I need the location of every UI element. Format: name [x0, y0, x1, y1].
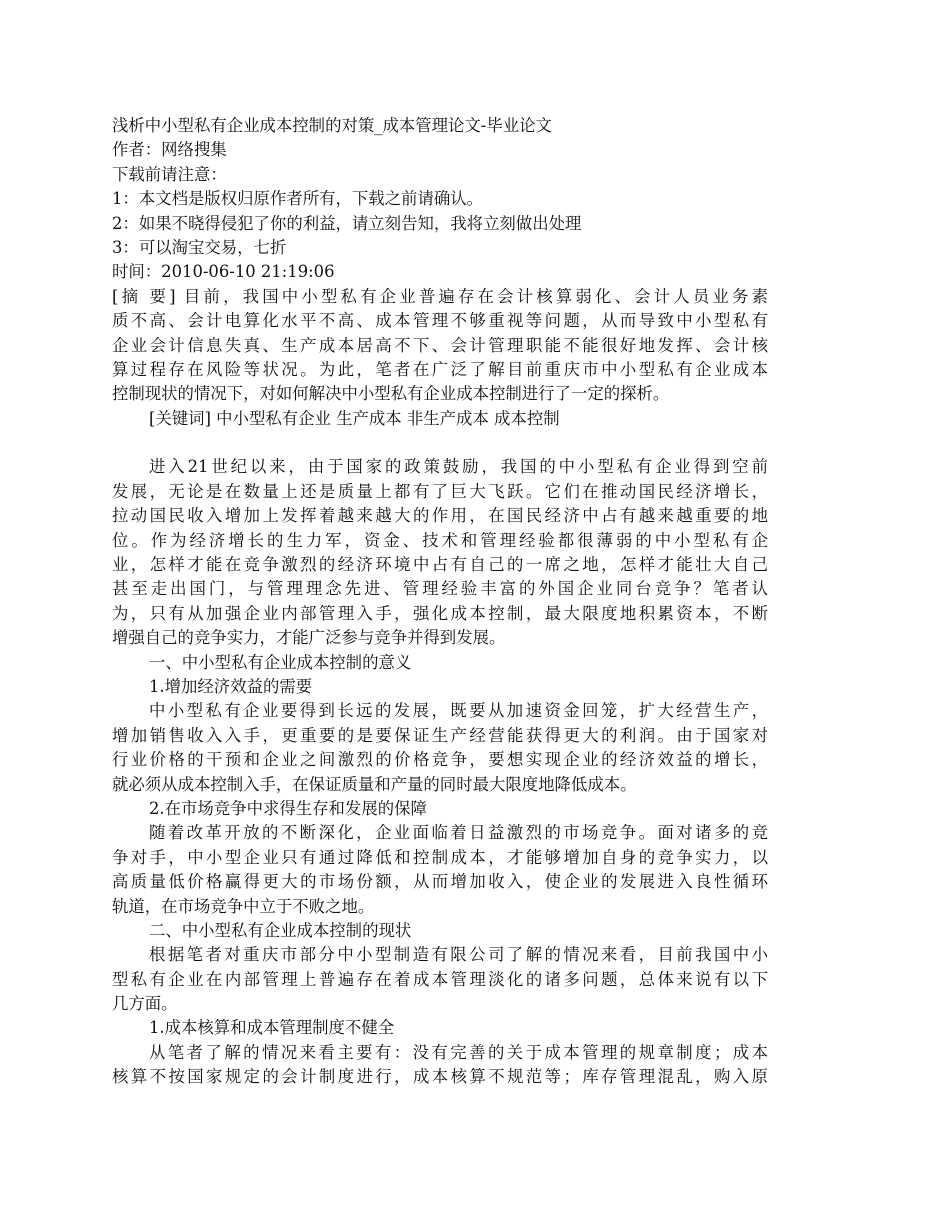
- notice-item: 1：本文档是版权归原作者所有，下载之前请确认。: [112, 189, 484, 209]
- paragraph-line: 轨道，在市场竞争中立于不败之地。: [112, 896, 375, 916]
- notice-item: 2：如果不晓得侵犯了你的利益，请立刻告知，我将立刻做出处理: [112, 213, 582, 233]
- paragraph-line: 核算不按国家规定的会计制度进行，成本核算不规范等；库存管理混乱，购入原: [112, 1067, 768, 1087]
- paragraph-line: 拉动国民收入增加上发挥着越来越大的作用，在国民经济中占有越来越重要的地: [112, 506, 768, 526]
- paragraph-line: 就必须从成本控制入手，在保证质量和产量的同时最大限度地降低成本。: [112, 774, 637, 794]
- abstract-line: 质不高、会计电算化水平不高、成本管理不够重视等问题，从而导致中小型私有: [112, 311, 768, 331]
- paragraph-line: 从笔者了解的情况来看主要有：没有完善的关于成本管理的规章制度；成本: [149, 1042, 768, 1062]
- paragraph-line: 几方面。: [112, 994, 178, 1014]
- time-line: 时间：2010-06-10 21:19:06: [112, 262, 335, 282]
- paragraph-line: 行业价格的干预和企业之间激烈的价格竞争，要想实现企业的经济效益的增长，: [112, 750, 768, 770]
- paragraph-line: 业，怎样才能在竞争激烈的经济环境中占有自己的一席之地，怎样才能壮大自己: [112, 555, 768, 575]
- paragraph-line: 型私有企业在内部管理上普遍存在着成本管理淡化的诸多问题，总体来说有以下: [112, 969, 768, 989]
- author-line: 作者：网络搜集: [112, 140, 227, 160]
- paragraph-line: 争对手，中小型企业只有通过降低和控制成本，才能够增加自身的竞争实力，以: [112, 847, 768, 867]
- abstract-line: [摘 要] 目前，我国中小型私有企业普遍存在会计核算弱化、会计人员业务素: [112, 286, 768, 306]
- paragraph-line: 高质量低价格赢得更大的市场份额，从而增加收入，使企业的发展进入良性循环: [112, 872, 768, 892]
- keywords-line: [关键词] 中小型私有企业 生产成本 非生产成本 成本控制: [149, 408, 560, 428]
- document-title: 浅析中小型私有企业成本控制的对策_成本管理论文-毕业论文: [112, 116, 552, 135]
- subsection-heading: 2.在市场竞争中求得生存和发展的保障: [149, 798, 427, 818]
- notice-heading: 下载前请注意：: [112, 164, 227, 184]
- paragraph-line: 根据笔者对重庆市部分中小型制造有限公司了解的情况来看，目前我国中小: [149, 945, 768, 965]
- paragraph-line: 进入21世纪以来，由于国家的政策鼓励，我国的中小型私有企业得到空前: [149, 457, 768, 477]
- paragraph-line: 随着改革开放的不断深化，企业面临着日益激烈的市场竞争。面对诸多的竞: [149, 823, 768, 843]
- paragraph-line: 为，只有从加强企业内部管理入手，强化成本控制，最大限度地积累资本，不断: [112, 603, 768, 623]
- subsection-heading: 1.成本核算和成本管理制度不健全: [149, 1018, 395, 1038]
- document-page: [112, 114, 768, 1090]
- paragraph-line: 中小型私有企业要得到长远的发展，既要从加速资金回笼，扩大经营生产，: [149, 701, 768, 721]
- paragraph-line: 位。作为经济增长的生力军，资金、技术和管理经验都很薄弱的中小型私有企: [112, 530, 768, 550]
- paragraph-line: 甚至走出国门，与管理理念先进、管理经验丰富的外国企业同台竞争？笔者认: [112, 579, 768, 599]
- abstract-line: 企业会计信息失真、生产成本居高不下、会计管理职能不能很好地发挥、会计核: [112, 335, 768, 355]
- section-heading: 一、中小型私有企业成本控制的意义: [149, 652, 412, 672]
- paragraph-line: 增加销售收入入手，更重要的是要保证生产经营能获得更大的利润。由于国家对: [112, 725, 768, 745]
- paragraph-line: 发展，无论是在数量上还是质量上都有了巨大飞跃。它们在推动国民经济增长，: [112, 481, 768, 501]
- paragraph-line: 增强自己的竞争实力，才能广泛参与竞争并得到发展。: [112, 628, 506, 648]
- abstract-line: 控制现状的情况下，对如何解决中小型私有企业成本控制进行了一定的探析。: [112, 384, 670, 404]
- section-heading: 二、中小型私有企业成本控制的现状: [149, 920, 412, 940]
- subsection-heading: 1.增加经济效益的需要: [149, 676, 313, 696]
- abstract-line: 算过程存在风险等状况。为此，笔者在广泛了解目前重庆市中小型私有企业成本: [112, 359, 768, 379]
- notice-item: 3：可以淘宝交易，七折: [112, 237, 287, 257]
- blank-line: [112, 431, 768, 455]
